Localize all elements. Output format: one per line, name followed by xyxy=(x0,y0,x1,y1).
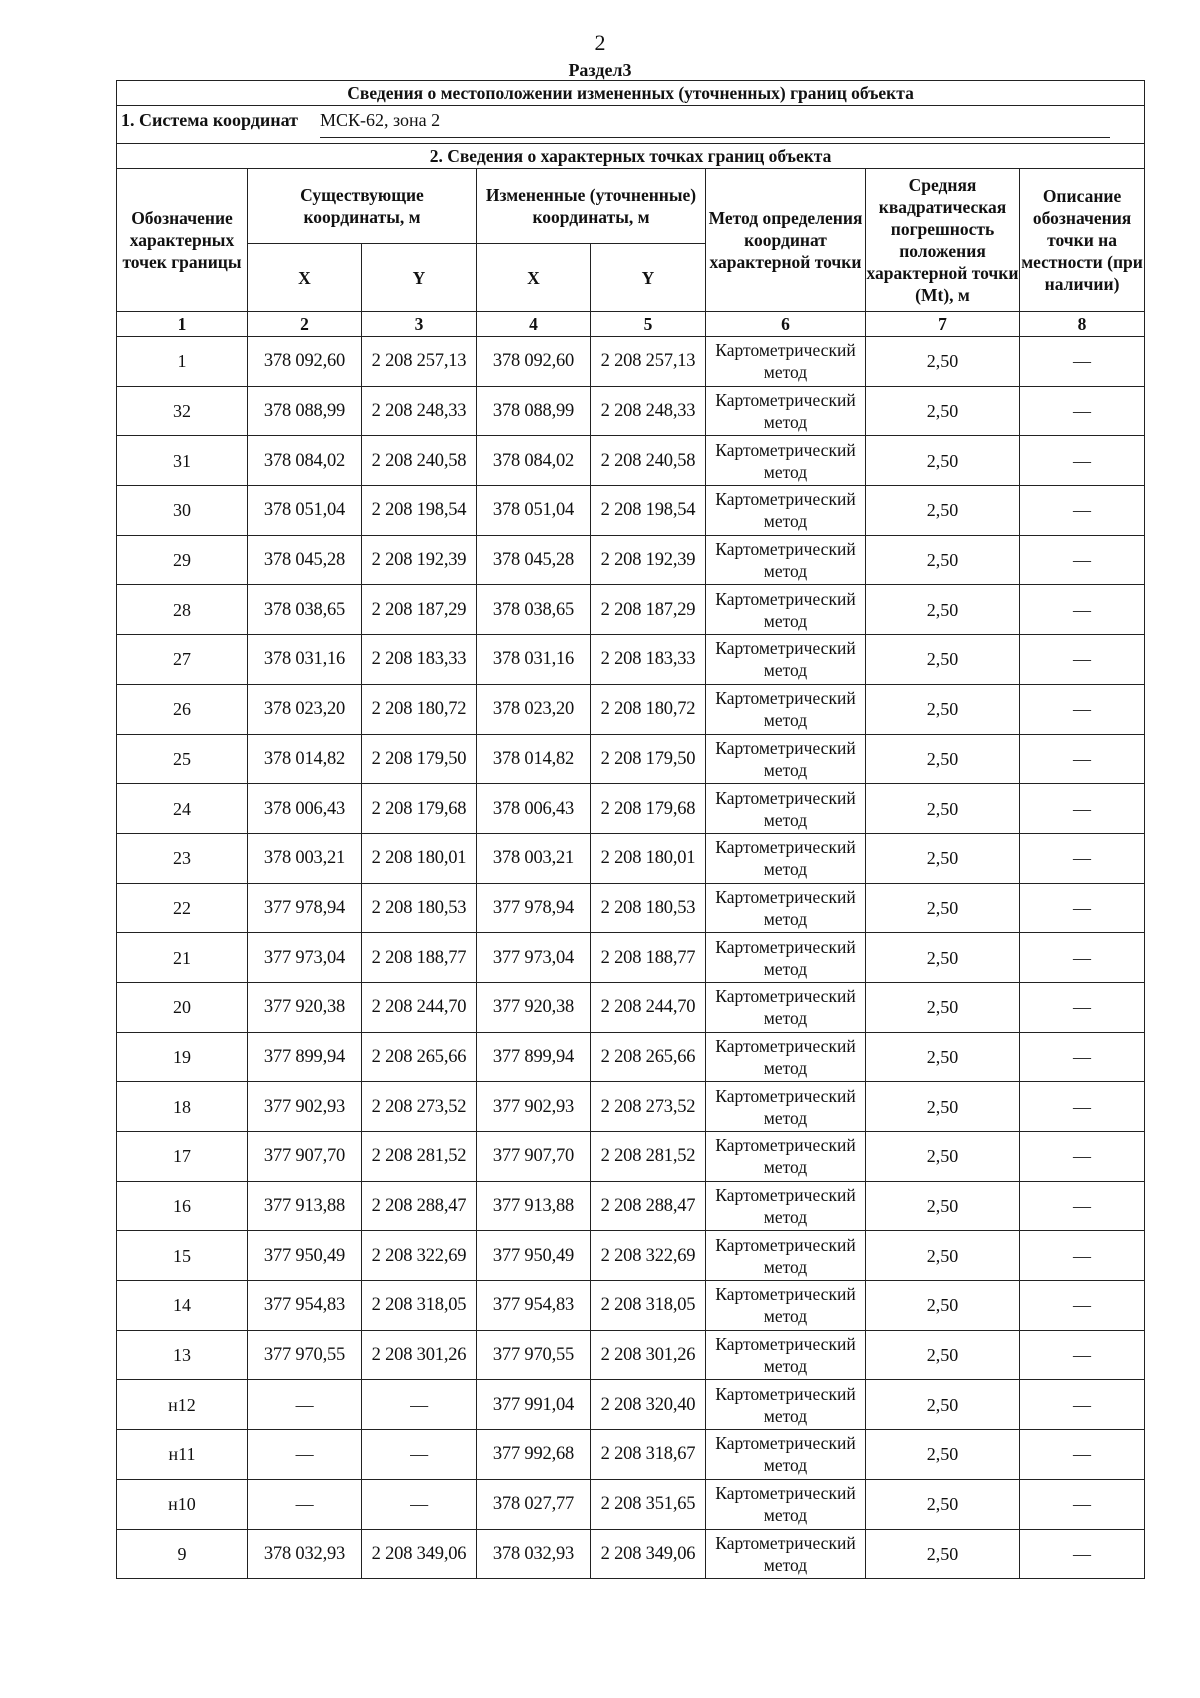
changed-x-cell: 378 092,60 xyxy=(477,337,591,387)
table-row xyxy=(117,684,1145,734)
changed-x-cell: 377 913,88 xyxy=(477,1181,591,1231)
existing-x-cell: 377 970,55 xyxy=(248,1330,362,1380)
column-number: 8 xyxy=(1020,312,1145,337)
error-cell: 2,50 xyxy=(866,1082,1020,1132)
description-cell: — xyxy=(1020,1430,1145,1480)
point-id-cell: 21 xyxy=(117,933,248,983)
point-id-cell: 14 xyxy=(117,1281,248,1331)
changed-y-cell: 2 208 183,33 xyxy=(591,635,706,685)
point-id-cell: 31 xyxy=(117,436,248,486)
header-description: Описание обозначения точки на местности (при наличии) xyxy=(1020,169,1145,312)
description-cell: — xyxy=(1020,635,1145,685)
description-cell: — xyxy=(1020,1380,1145,1430)
changed-y-cell: 2 208 180,53 xyxy=(591,883,706,933)
existing-y-cell: 2 208 180,01 xyxy=(362,833,477,883)
error-cell: 2,50 xyxy=(866,1529,1020,1579)
existing-x-cell: 377 920,38 xyxy=(248,982,362,1032)
table-row xyxy=(117,883,1145,933)
table-row xyxy=(117,1430,1145,1480)
column-number-row xyxy=(117,312,1145,337)
column-number: 7 xyxy=(866,312,1020,337)
column-number: 4 xyxy=(477,312,591,337)
point-id-cell: 30 xyxy=(117,486,248,536)
changed-y-cell: 2 208 318,05 xyxy=(591,1281,706,1331)
error-cell: 2,50 xyxy=(866,734,1020,784)
changed-x-cell: 378 023,20 xyxy=(477,684,591,734)
method-cell: Картометрический метод xyxy=(706,1132,866,1182)
point-id-cell: 22 xyxy=(117,883,248,933)
changed-x-cell: 378 051,04 xyxy=(477,486,591,536)
point-id-cell: н11 xyxy=(117,1430,248,1480)
method-cell: Картометрический метод xyxy=(706,436,866,486)
table-row xyxy=(117,982,1145,1032)
point-id-cell: 28 xyxy=(117,585,248,635)
description-cell: — xyxy=(1020,1529,1145,1579)
method-cell: Картометрический метод xyxy=(706,635,866,685)
error-cell: 2,50 xyxy=(866,1380,1020,1430)
header-changed-x: X xyxy=(477,244,591,312)
coord-system-value: МСК-62, зона 2 xyxy=(320,109,1110,138)
existing-x-cell: — xyxy=(248,1479,362,1529)
point-id-cell: 16 xyxy=(117,1181,248,1231)
changed-y-cell: 2 208 198,54 xyxy=(591,486,706,536)
description-cell: — xyxy=(1020,337,1145,387)
method-cell: Картометрический метод xyxy=(706,1330,866,1380)
existing-y-cell: 2 208 349,06 xyxy=(362,1529,477,1579)
existing-x-cell: 377 978,94 xyxy=(248,883,362,933)
method-cell: Картометрический метод xyxy=(706,784,866,834)
existing-y-cell: 2 208 257,13 xyxy=(362,337,477,387)
changed-x-cell: 378 014,82 xyxy=(477,734,591,784)
description-cell: — xyxy=(1020,585,1145,635)
column-number: 2 xyxy=(248,312,362,337)
description-cell: — xyxy=(1020,833,1145,883)
table-row xyxy=(117,585,1145,635)
method-cell: Картометрический метод xyxy=(706,1529,866,1579)
changed-x-cell: 377 902,93 xyxy=(477,1082,591,1132)
existing-x-cell: 378 092,60 xyxy=(248,337,362,387)
description-cell: — xyxy=(1020,1132,1145,1182)
boundary-points-table xyxy=(116,80,1145,1579)
changed-x-cell: 377 991,04 xyxy=(477,1380,591,1430)
method-cell: Картометрический метод xyxy=(706,1032,866,1082)
point-id-cell: 13 xyxy=(117,1330,248,1380)
existing-y-cell: 2 208 244,70 xyxy=(362,982,477,1032)
method-cell: Картометрический метод xyxy=(706,1430,866,1480)
page-number: 2 xyxy=(594,30,606,55)
changed-x-cell: 377 970,55 xyxy=(477,1330,591,1380)
existing-y-cell: 2 208 179,68 xyxy=(362,784,477,834)
error-cell: 2,50 xyxy=(866,1181,1020,1231)
point-id-cell: 17 xyxy=(117,1132,248,1182)
changed-y-cell: 2 208 180,72 xyxy=(591,684,706,734)
description-cell: — xyxy=(1020,982,1145,1032)
changed-x-cell: 378 045,28 xyxy=(477,535,591,585)
error-cell: 2,50 xyxy=(866,933,1020,983)
changed-y-cell: 2 208 301,26 xyxy=(591,1330,706,1380)
description-cell: — xyxy=(1020,684,1145,734)
changed-y-cell: 2 208 318,67 xyxy=(591,1430,706,1480)
table-row xyxy=(117,1479,1145,1529)
changed-y-cell: 2 208 322,69 xyxy=(591,1231,706,1281)
table-row xyxy=(117,386,1145,436)
table-row xyxy=(117,1330,1145,1380)
existing-x-cell: 377 907,70 xyxy=(248,1132,362,1182)
existing-x-cell: 377 899,94 xyxy=(248,1032,362,1082)
point-id-cell: 1 xyxy=(117,337,248,387)
header-existing-y: Y xyxy=(362,244,477,312)
header-error: Средняя квадратическая погрешность положения характерной точки (Mt), м xyxy=(866,169,1020,312)
error-cell: 2,50 xyxy=(866,684,1020,734)
changed-x-cell: 378 032,93 xyxy=(477,1529,591,1579)
changed-x-cell: 377 920,38 xyxy=(477,982,591,1032)
existing-x-cell: 378 045,28 xyxy=(248,535,362,585)
existing-y-cell: 2 208 192,39 xyxy=(362,535,477,585)
error-cell: 2,50 xyxy=(866,486,1020,536)
existing-x-cell: 377 973,04 xyxy=(248,933,362,983)
table-row xyxy=(117,933,1145,983)
table-row xyxy=(117,535,1145,585)
point-id-cell: 20 xyxy=(117,982,248,1032)
point-id-cell: 29 xyxy=(117,535,248,585)
existing-y-cell: 2 208 265,66 xyxy=(362,1032,477,1082)
existing-x-cell: 377 950,49 xyxy=(248,1231,362,1281)
changed-x-cell: 377 978,94 xyxy=(477,883,591,933)
header-changed-coords: Измененные (уточненные) координаты, м xyxy=(477,169,706,244)
existing-y-cell: 2 208 183,33 xyxy=(362,635,477,685)
changed-y-cell: 2 208 265,66 xyxy=(591,1032,706,1082)
existing-x-cell: 378 006,43 xyxy=(248,784,362,834)
existing-y-cell: — xyxy=(362,1380,477,1430)
table-row xyxy=(117,1082,1145,1132)
error-cell: 2,50 xyxy=(866,784,1020,834)
error-cell: 2,50 xyxy=(866,1430,1020,1480)
table-row xyxy=(117,337,1145,387)
method-cell: Картометрический метод xyxy=(706,1231,866,1281)
changed-x-cell: 378 031,16 xyxy=(477,635,591,685)
table-row xyxy=(117,436,1145,486)
changed-y-cell: 2 208 192,39 xyxy=(591,535,706,585)
changed-y-cell: 2 208 188,77 xyxy=(591,933,706,983)
table-row xyxy=(117,635,1145,685)
point-id-cell: 32 xyxy=(117,386,248,436)
changed-x-cell: 377 973,04 xyxy=(477,933,591,983)
point-id-cell: н10 xyxy=(117,1479,248,1529)
existing-x-cell: 378 014,82 xyxy=(248,734,362,784)
method-cell: Картометрический метод xyxy=(706,535,866,585)
existing-y-cell: 2 208 180,72 xyxy=(362,684,477,734)
description-cell: — xyxy=(1020,386,1145,436)
header-existing-x: X xyxy=(248,244,362,312)
point-id-cell: 9 xyxy=(117,1529,248,1579)
existing-y-cell: 2 208 187,29 xyxy=(362,585,477,635)
method-cell: Картометрический метод xyxy=(706,1380,866,1430)
header-point-designation: Обозначение характерных точек границы xyxy=(117,169,248,312)
changed-y-cell: 2 208 257,13 xyxy=(591,337,706,387)
changed-y-cell: 2 208 179,68 xyxy=(591,784,706,834)
existing-y-cell: 2 208 188,77 xyxy=(362,933,477,983)
changed-x-cell: 378 088,99 xyxy=(477,386,591,436)
error-cell: 2,50 xyxy=(866,337,1020,387)
changed-x-cell: 377 954,83 xyxy=(477,1281,591,1331)
description-cell: — xyxy=(1020,1281,1145,1331)
existing-x-cell: 378 031,16 xyxy=(248,635,362,685)
header-changed-y: Y xyxy=(591,244,706,312)
error-cell: 2,50 xyxy=(866,1132,1020,1182)
description-cell: — xyxy=(1020,436,1145,486)
table-row xyxy=(117,784,1145,834)
point-id-cell: 27 xyxy=(117,635,248,685)
section-title: Раздел3 xyxy=(568,60,632,80)
changed-y-cell: 2 208 179,50 xyxy=(591,734,706,784)
header-method: Метод определения координат характерной точки xyxy=(706,169,866,312)
existing-x-cell: 377 954,83 xyxy=(248,1281,362,1331)
method-cell: Картометрический метод xyxy=(706,585,866,635)
description-cell: — xyxy=(1020,1479,1145,1529)
changed-y-cell: 2 208 351,65 xyxy=(591,1479,706,1529)
table-row xyxy=(117,1281,1145,1331)
method-cell: Картометрический метод xyxy=(706,1181,866,1231)
error-cell: 2,50 xyxy=(866,833,1020,883)
point-id-cell: 26 xyxy=(117,684,248,734)
method-cell: Картометрический метод xyxy=(706,883,866,933)
point-id-cell: 24 xyxy=(117,784,248,834)
changed-x-cell: 377 907,70 xyxy=(477,1132,591,1182)
table-subtitle: 2. Сведения о характерных точках границ объекта xyxy=(117,144,1145,169)
changed-y-cell: 2 208 288,47 xyxy=(591,1181,706,1231)
column-number: 3 xyxy=(362,312,477,337)
changed-y-cell: 2 208 244,70 xyxy=(591,982,706,1032)
method-cell: Картометрический метод xyxy=(706,1479,866,1529)
description-cell: — xyxy=(1020,1181,1145,1231)
existing-x-cell: 378 003,21 xyxy=(248,833,362,883)
coord-system-row xyxy=(117,106,1145,144)
method-cell: Картометрический метод xyxy=(706,833,866,883)
description-cell: — xyxy=(1020,734,1145,784)
method-cell: Картометрический метод xyxy=(706,933,866,983)
changed-y-cell: 2 208 320,40 xyxy=(591,1380,706,1430)
error-cell: 2,50 xyxy=(866,436,1020,486)
changed-x-cell: 378 027,77 xyxy=(477,1479,591,1529)
existing-y-cell: 2 208 198,54 xyxy=(362,486,477,536)
description-cell: — xyxy=(1020,1231,1145,1281)
table-row xyxy=(117,833,1145,883)
table-row xyxy=(117,1380,1145,1430)
existing-x-cell: 378 023,20 xyxy=(248,684,362,734)
changed-x-cell: 378 006,43 xyxy=(477,784,591,834)
changed-y-cell: 2 208 180,01 xyxy=(591,833,706,883)
existing-x-cell: 378 038,65 xyxy=(248,585,362,635)
changed-x-cell: 378 084,02 xyxy=(477,436,591,486)
column-number: 5 xyxy=(591,312,706,337)
error-cell: 2,50 xyxy=(866,1231,1020,1281)
existing-y-cell: 2 208 318,05 xyxy=(362,1281,477,1331)
point-id-cell: 23 xyxy=(117,833,248,883)
table-row xyxy=(117,1132,1145,1182)
description-cell: — xyxy=(1020,933,1145,983)
method-cell: Картометрический метод xyxy=(706,684,866,734)
existing-y-cell: 2 208 301,26 xyxy=(362,1330,477,1380)
coord-system-label: 1. Система координат xyxy=(121,110,298,130)
existing-y-cell: 2 208 322,69 xyxy=(362,1231,477,1281)
table-title: Сведения о местоположении измененных (уточненных) границ объекта xyxy=(117,81,1145,106)
existing-x-cell: 377 902,93 xyxy=(248,1082,362,1132)
description-cell: — xyxy=(1020,883,1145,933)
existing-y-cell: — xyxy=(362,1430,477,1480)
error-cell: 2,50 xyxy=(866,1330,1020,1380)
existing-y-cell: 2 208 240,58 xyxy=(362,436,477,486)
error-cell: 2,50 xyxy=(866,1479,1020,1529)
changed-x-cell: 377 950,49 xyxy=(477,1231,591,1281)
existing-x-cell: — xyxy=(248,1430,362,1480)
description-cell: — xyxy=(1020,1330,1145,1380)
error-cell: 2,50 xyxy=(866,1281,1020,1331)
description-cell: — xyxy=(1020,1082,1145,1132)
existing-y-cell: 2 208 248,33 xyxy=(362,386,477,436)
table-row xyxy=(117,1181,1145,1231)
method-cell: Картометрический метод xyxy=(706,1082,866,1132)
existing-x-cell: 378 051,04 xyxy=(248,486,362,536)
existing-x-cell: 378 032,93 xyxy=(248,1529,362,1579)
method-cell: Картометрический метод xyxy=(706,1281,866,1331)
point-id-cell: 25 xyxy=(117,734,248,784)
error-cell: 2,50 xyxy=(866,535,1020,585)
point-id-cell: н12 xyxy=(117,1380,248,1430)
existing-y-cell: — xyxy=(362,1479,477,1529)
table-row xyxy=(117,734,1145,784)
description-cell: — xyxy=(1020,486,1145,536)
changed-x-cell: 377 992,68 xyxy=(477,1430,591,1480)
changed-y-cell: 2 208 248,33 xyxy=(591,386,706,436)
description-cell: — xyxy=(1020,784,1145,834)
point-id-cell: 19 xyxy=(117,1032,248,1082)
description-cell: — xyxy=(1020,1032,1145,1082)
changed-y-cell: 2 208 349,06 xyxy=(591,1529,706,1579)
method-cell: Картометрический метод xyxy=(706,486,866,536)
existing-y-cell: 2 208 288,47 xyxy=(362,1181,477,1231)
changed-y-cell: 2 208 187,29 xyxy=(591,585,706,635)
existing-x-cell: 377 913,88 xyxy=(248,1181,362,1231)
error-cell: 2,50 xyxy=(866,386,1020,436)
changed-y-cell: 2 208 281,52 xyxy=(591,1132,706,1182)
existing-y-cell: 2 208 273,52 xyxy=(362,1082,477,1132)
error-cell: 2,50 xyxy=(866,1032,1020,1082)
existing-x-cell: 378 088,99 xyxy=(248,386,362,436)
header-existing-coords: Существующие координаты, м xyxy=(248,169,477,244)
existing-y-cell: 2 208 281,52 xyxy=(362,1132,477,1182)
existing-y-cell: 2 208 179,50 xyxy=(362,734,477,784)
method-cell: Картометрический метод xyxy=(706,734,866,784)
error-cell: 2,50 xyxy=(866,635,1020,685)
table-row xyxy=(117,1032,1145,1082)
changed-x-cell: 378 038,65 xyxy=(477,585,591,635)
changed-y-cell: 2 208 240,58 xyxy=(591,436,706,486)
method-cell: Картометрический метод xyxy=(706,337,866,387)
column-number: 6 xyxy=(706,312,866,337)
changed-x-cell: 378 003,21 xyxy=(477,833,591,883)
existing-x-cell: 378 084,02 xyxy=(248,436,362,486)
changed-x-cell: 377 899,94 xyxy=(477,1032,591,1082)
changed-y-cell: 2 208 273,52 xyxy=(591,1082,706,1132)
error-cell: 2,50 xyxy=(866,585,1020,635)
error-cell: 2,50 xyxy=(866,982,1020,1032)
point-id-cell: 15 xyxy=(117,1231,248,1281)
table-row xyxy=(117,486,1145,536)
table-row xyxy=(117,1231,1145,1281)
existing-y-cell: 2 208 180,53 xyxy=(362,883,477,933)
table-row xyxy=(117,1529,1145,1579)
point-id-cell: 18 xyxy=(117,1082,248,1132)
description-cell: — xyxy=(1020,535,1145,585)
existing-x-cell: — xyxy=(248,1380,362,1430)
method-cell: Картометрический метод xyxy=(706,982,866,1032)
method-cell: Картометрический метод xyxy=(706,386,866,436)
error-cell: 2,50 xyxy=(866,883,1020,933)
column-number: 1 xyxy=(117,312,248,337)
